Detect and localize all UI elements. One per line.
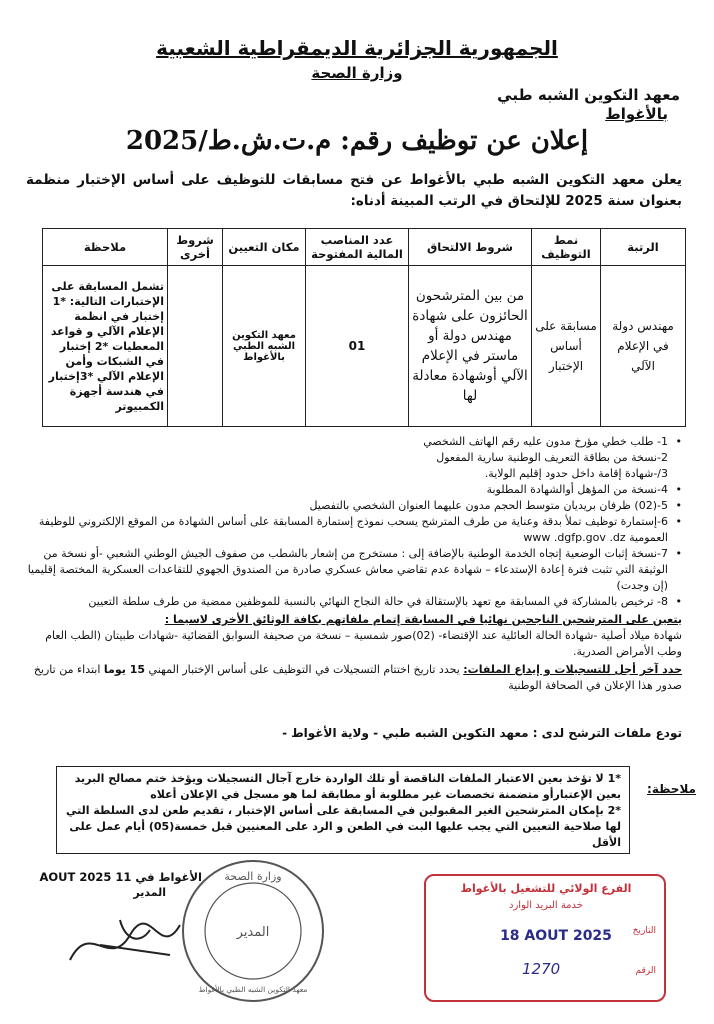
official-round-stamp	[178, 856, 328, 1006]
deadline-text: يحدد تاريخ اختتام التسجيلات في التوظيف على أساس الإختبار المهني	[148, 663, 460, 676]
col-posts: عدد المناصب المالية المفتوحة	[306, 229, 409, 266]
positions-table	[42, 228, 686, 427]
deadline-label: حدد آخر أجل للتسجيلات و إيداع الملفات:	[463, 663, 682, 676]
stamp-number-label: الرقم	[635, 966, 656, 976]
list-item: • 6-إستمارة توظيف تملأ بدقة وعناية من طرف المترشح يسحب نموذج إستمارة المسابقة على أساس الشهادة من الموقع الإلكتروني للوظيفة العمومية www .dgfp.gov .dz	[38, 515, 682, 544]
list-item: • 4-نسخة من المؤهل أوالشهادة المطلوبة	[486, 483, 682, 496]
signature-date: الأغواط في 11 AOUT 2025	[39, 870, 202, 884]
announcement-title: إعلان عن توظيف رقم: م.ت.ش.ط/2025	[125, 126, 589, 156]
institute-city: بالأغواط	[605, 105, 668, 123]
cell-grade: مهندس دولة في الإعلام الآلي	[601, 266, 686, 427]
list-item: • 5-(02) ظرفان بريديان متوسط الحجم مدون عليهما العنوان الشخصي بالتفصيل	[309, 499, 682, 512]
stamp-date: 18 AOUT 2025	[500, 928, 612, 944]
stamp-date-label: التاريخ	[632, 926, 656, 936]
note-1: *1 لا تؤخذ بعين الاعتبار الملفات الناقصة أو تلك الواردة خارج آجال التسجيلات ويؤخذ ختم مصالح البريد بعين الإعتبارأو متضمنة تخصصات غير مطلوبة أو مطابقة لما هو مسجل في الإعلان أعلاه	[74, 772, 621, 801]
list-item: 2-نسخة من بطاقة التعريف الوطنية سارية المفعول	[436, 451, 668, 464]
col-place: مكان التعيين	[223, 229, 306, 266]
republic-title: الجمهورية الجزائرية الديمقراطية الشعبية	[156, 36, 558, 60]
announcement-intro: يعلن معهد التكوين الشبه طبي بالأغواط عن فتح مسابقات للتوظيف على أساس الإختبار منظمة بعنوان سنة 2025 للإلتحاق في الرتب المبينة أدناه:	[26, 172, 682, 209]
cell-notes: تشمل المسابقة على الإختبارات التالية: *1 إختبار في انظمة الإعلام الآلي و قواعد المعطيات *2 إختبار في الشبكات وأمن الإعلام الآلي *3إختبار في هندسة أجهزة الكمبيوتر	[43, 266, 168, 427]
cell-mode: مسابقة على أساس الإختبار	[532, 266, 601, 427]
cell-other	[168, 266, 223, 427]
svg-text:وزارة الصحة: وزارة الصحة	[224, 870, 282, 883]
list-item: 3/-شهادة إقامة داخل حدود إقليم الولاية.	[484, 467, 668, 480]
documents-list	[26, 434, 682, 694]
stamp-office: الفرع الولائي للتشغيل بالأغواط	[460, 882, 632, 895]
institute-name: معهد التكوين الشبه طبي	[497, 86, 680, 104]
svg-text:المدير: المدير	[236, 925, 270, 940]
list-item: • 8- ترخيص بالمشاركة في المسابقة مع تعهد بالإستقالة في حالة النجاح النهائي بالنسبة للموظفين ممضية من طرف سلطة التعيين	[88, 595, 682, 608]
cell-place: معهد التكوين الشبه الطبي بالأغواط	[223, 266, 306, 427]
notes-box	[56, 766, 630, 854]
deposit-line: تودع ملفات الترشح لدى : معهد التكوين الشبه طبي - ولاية الأغواط -	[282, 726, 682, 740]
cell-conditions: من بين المترشحون الحائزون على شهادة مهندس دولة أو ماستر في الإعلام الآلي أوشهادة معادلة لها	[409, 266, 532, 427]
deadline-block	[26, 662, 682, 694]
deadline-text2: ابتداء من تاريخ صدور هذا الإعلان في الصحافة الوطنية	[33, 663, 682, 692]
stamp-number: 1270	[522, 960, 561, 978]
received-stamp	[424, 874, 666, 1002]
svg-text:معهد التكوين الشبه الطبي بالأغ: معهد التكوين الشبه الطبي بالأغواط	[198, 985, 308, 994]
signature-role: المدير	[133, 886, 166, 899]
cell-posts: 01	[306, 266, 409, 427]
col-mode: نمط التوظيف	[532, 229, 601, 266]
ministry-title: وزارة الصحة	[311, 64, 403, 82]
table-row	[43, 266, 686, 427]
successful-heading: يتعين على المترشحين الناجحين نهائيا في المسابقة إتمام ملفاتهم بكافة الوثائق الأخرى لاسيما :	[164, 613, 682, 626]
deadline-days: 15 يوما	[103, 663, 146, 676]
list-item: • 7-نسخة إثبات الوضعية إتجاه الخدمة الوطنية بالإضافة إلى : مستخرج من إشعار بالشطب من صفوف الجيش الوطني الشعبي -أو نسخة من الوثيقة التي تثبت فترة إعادة الإستدعاء – شهادة عدم تقاضي معاش عسكري صادرة من الصندوق الجهوي للتقاعدات العسكرية المختصة إقليميا (إن وجدت)	[27, 547, 682, 592]
col-other: شروط أخرى	[168, 229, 223, 266]
list-item: • 1- طلب خطي مؤرخ مدون عليه رقم الهاتف الشخصي	[423, 435, 682, 448]
notes-label: ملاحظة:	[647, 782, 696, 796]
col-grade: الرتبة	[601, 229, 686, 266]
note-2: *2 بإمكان المترشحين الغير المقبولين في المسابقة على أساس الإختبار ، تقديم طعن لدى السلطة التي لها صلاحية التعيين التي يجب عليها البت في الطعن و الرد على المعنيين قبل خمسة(05) أيام عمل على الأقل	[65, 804, 621, 849]
col-notes: ملاحظة	[43, 229, 168, 266]
successful-text: شهادة ميلاد أصلية -شهادة الحالة العائلية عند الإقتضاء- (02)صور شمسية – نسخة من صحيفة السوابق القضائية -شهادات طبيتان (الطب العام وطب الأمراض الصدرية.	[45, 629, 682, 658]
col-conditions: شروط الالتحاق	[409, 229, 532, 266]
stamp-service: خدمة البريد الوارد	[509, 900, 583, 911]
